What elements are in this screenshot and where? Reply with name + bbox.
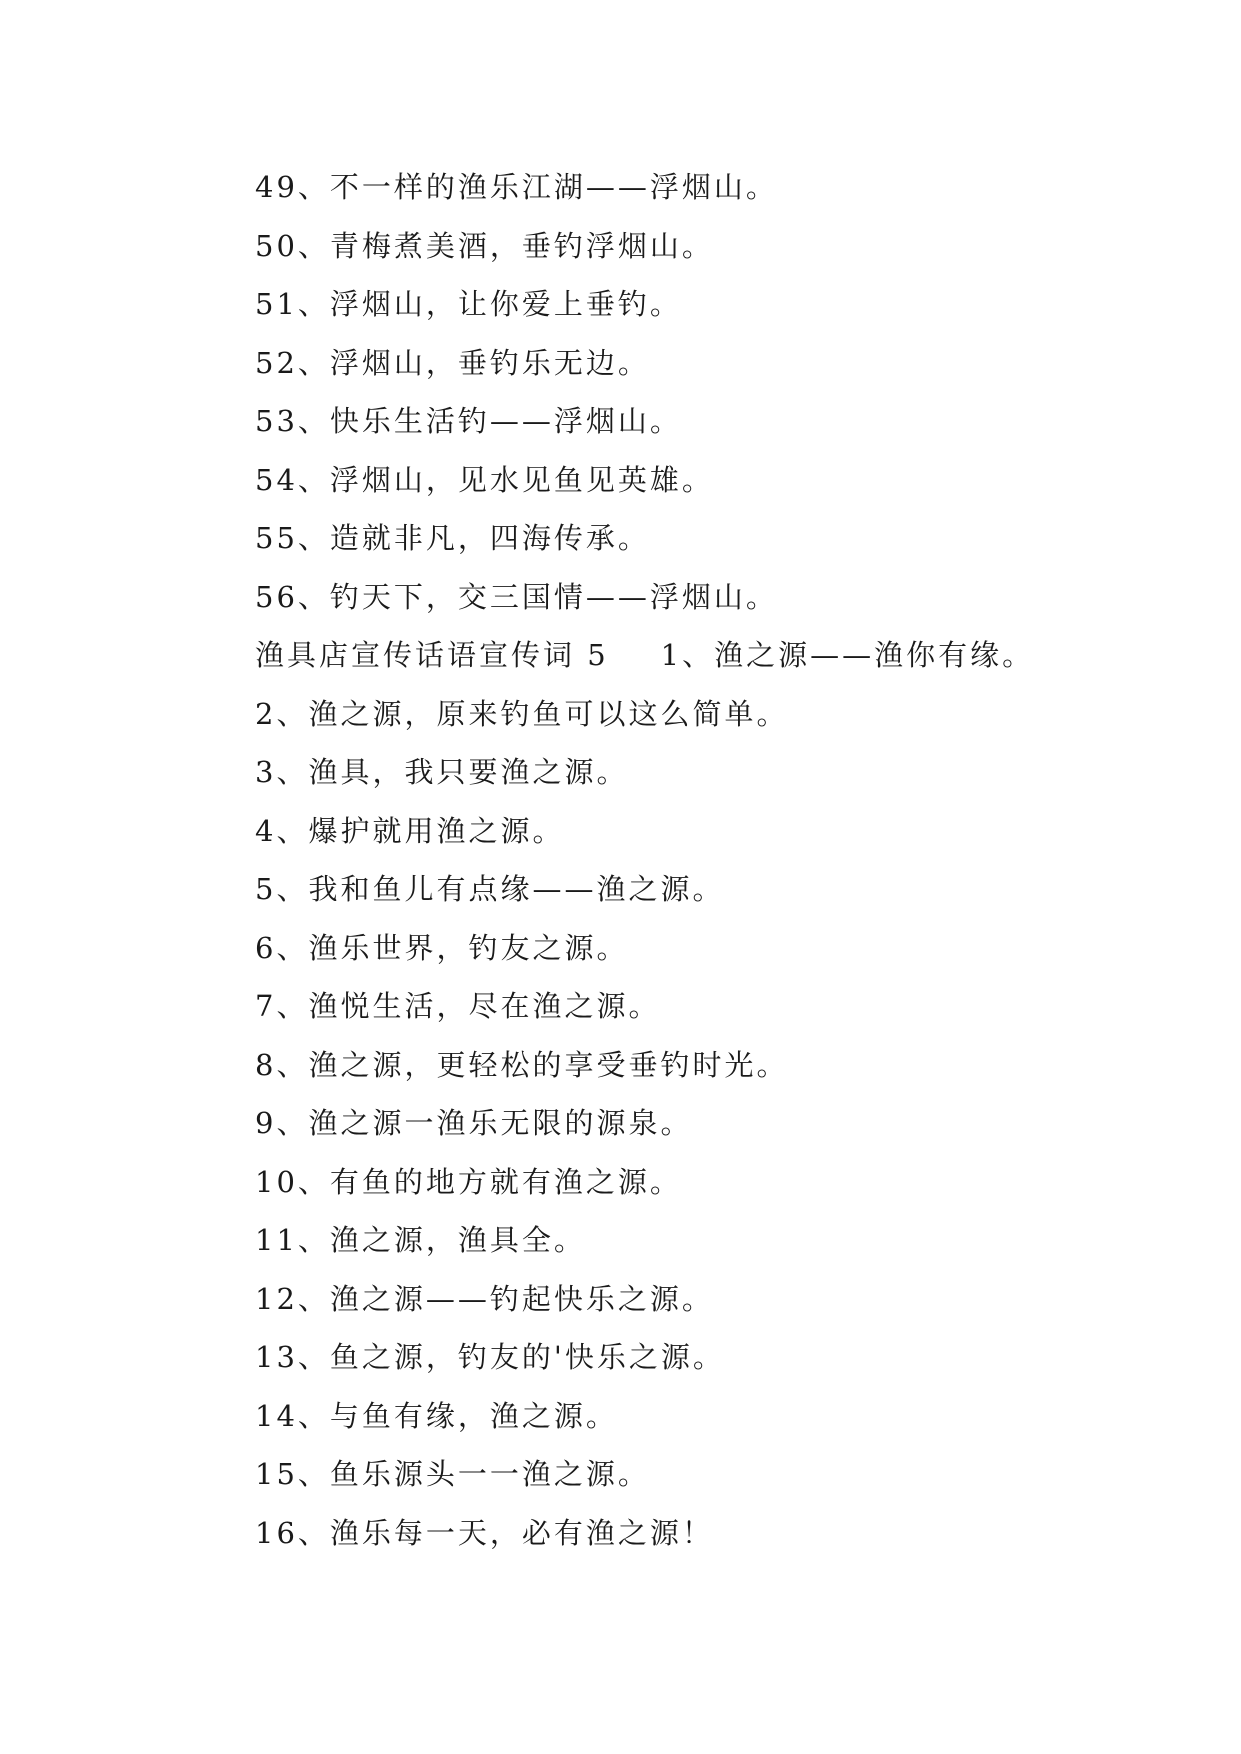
list-item: 9、渔之源一渔乐无限的源泉。 <box>255 1106 693 1140</box>
list-item: 7、渔悦生活，尽在渔之源。 <box>255 989 661 1023</box>
list-item: 4、爆护就用渔之源。 <box>255 813 565 848</box>
section-heading: 渔具店宣传话语宣传词 5 <box>255 638 609 672</box>
list-item: 3、渔具，我只要渔之源。 <box>255 755 629 789</box>
list-item: 52、浮烟山，垂钓乐无边。 <box>255 345 650 380</box>
list-item: 49、不一样的渔乐江湖——浮烟山。 <box>255 170 778 204</box>
list-item: 6、渔乐世界，钓友之源。 <box>255 930 629 965</box>
list-item: 2、渔之源，原来钓鱼可以这么简单。 <box>255 696 789 731</box>
list-item: 5、我和鱼儿有点缘——渔之源。 <box>255 872 725 906</box>
text-block <box>255 158 1155 1562</box>
list-item: 8、渔之源，更轻松的享受垂钓时光。 <box>255 1047 789 1082</box>
list-item: 50、青梅煮美酒，垂钓浮烟山。 <box>255 228 714 263</box>
section-heading-line <box>255 626 1155 685</box>
list-item: 54、浮烟山，见水见鱼见英雄。 <box>255 462 714 497</box>
list-item: 53、快乐生活钓——浮烟山。 <box>255 404 682 438</box>
list-item: 10、有鱼的地方就有渔之源。 <box>255 1164 682 1199</box>
list-item: 11、渔之源，渔具全。 <box>255 1223 586 1257</box>
list-item: 51、浮烟山，让你爱上垂钓。 <box>255 287 682 321</box>
list-item: 15、鱼乐源头一一渔之源。 <box>255 1457 650 1491</box>
list-item: 13、鱼之源，钓友的'快乐之源。 <box>255 1340 725 1374</box>
list-item: 12、渔之源——钓起快乐之源。 <box>255 1281 714 1316</box>
list-item: 56、钓天下，交三国情——浮烟山。 <box>255 579 778 614</box>
list-item: 14、与鱼有缘，渔之源。 <box>255 1398 618 1433</box>
list-item: 55、造就非凡，四海传承。 <box>255 521 650 555</box>
list-item: 16、渔乐每一天，必有渔之源！ <box>255 1515 714 1550</box>
list-item: 1、渔之源——渔你有缘。 <box>660 638 1035 672</box>
